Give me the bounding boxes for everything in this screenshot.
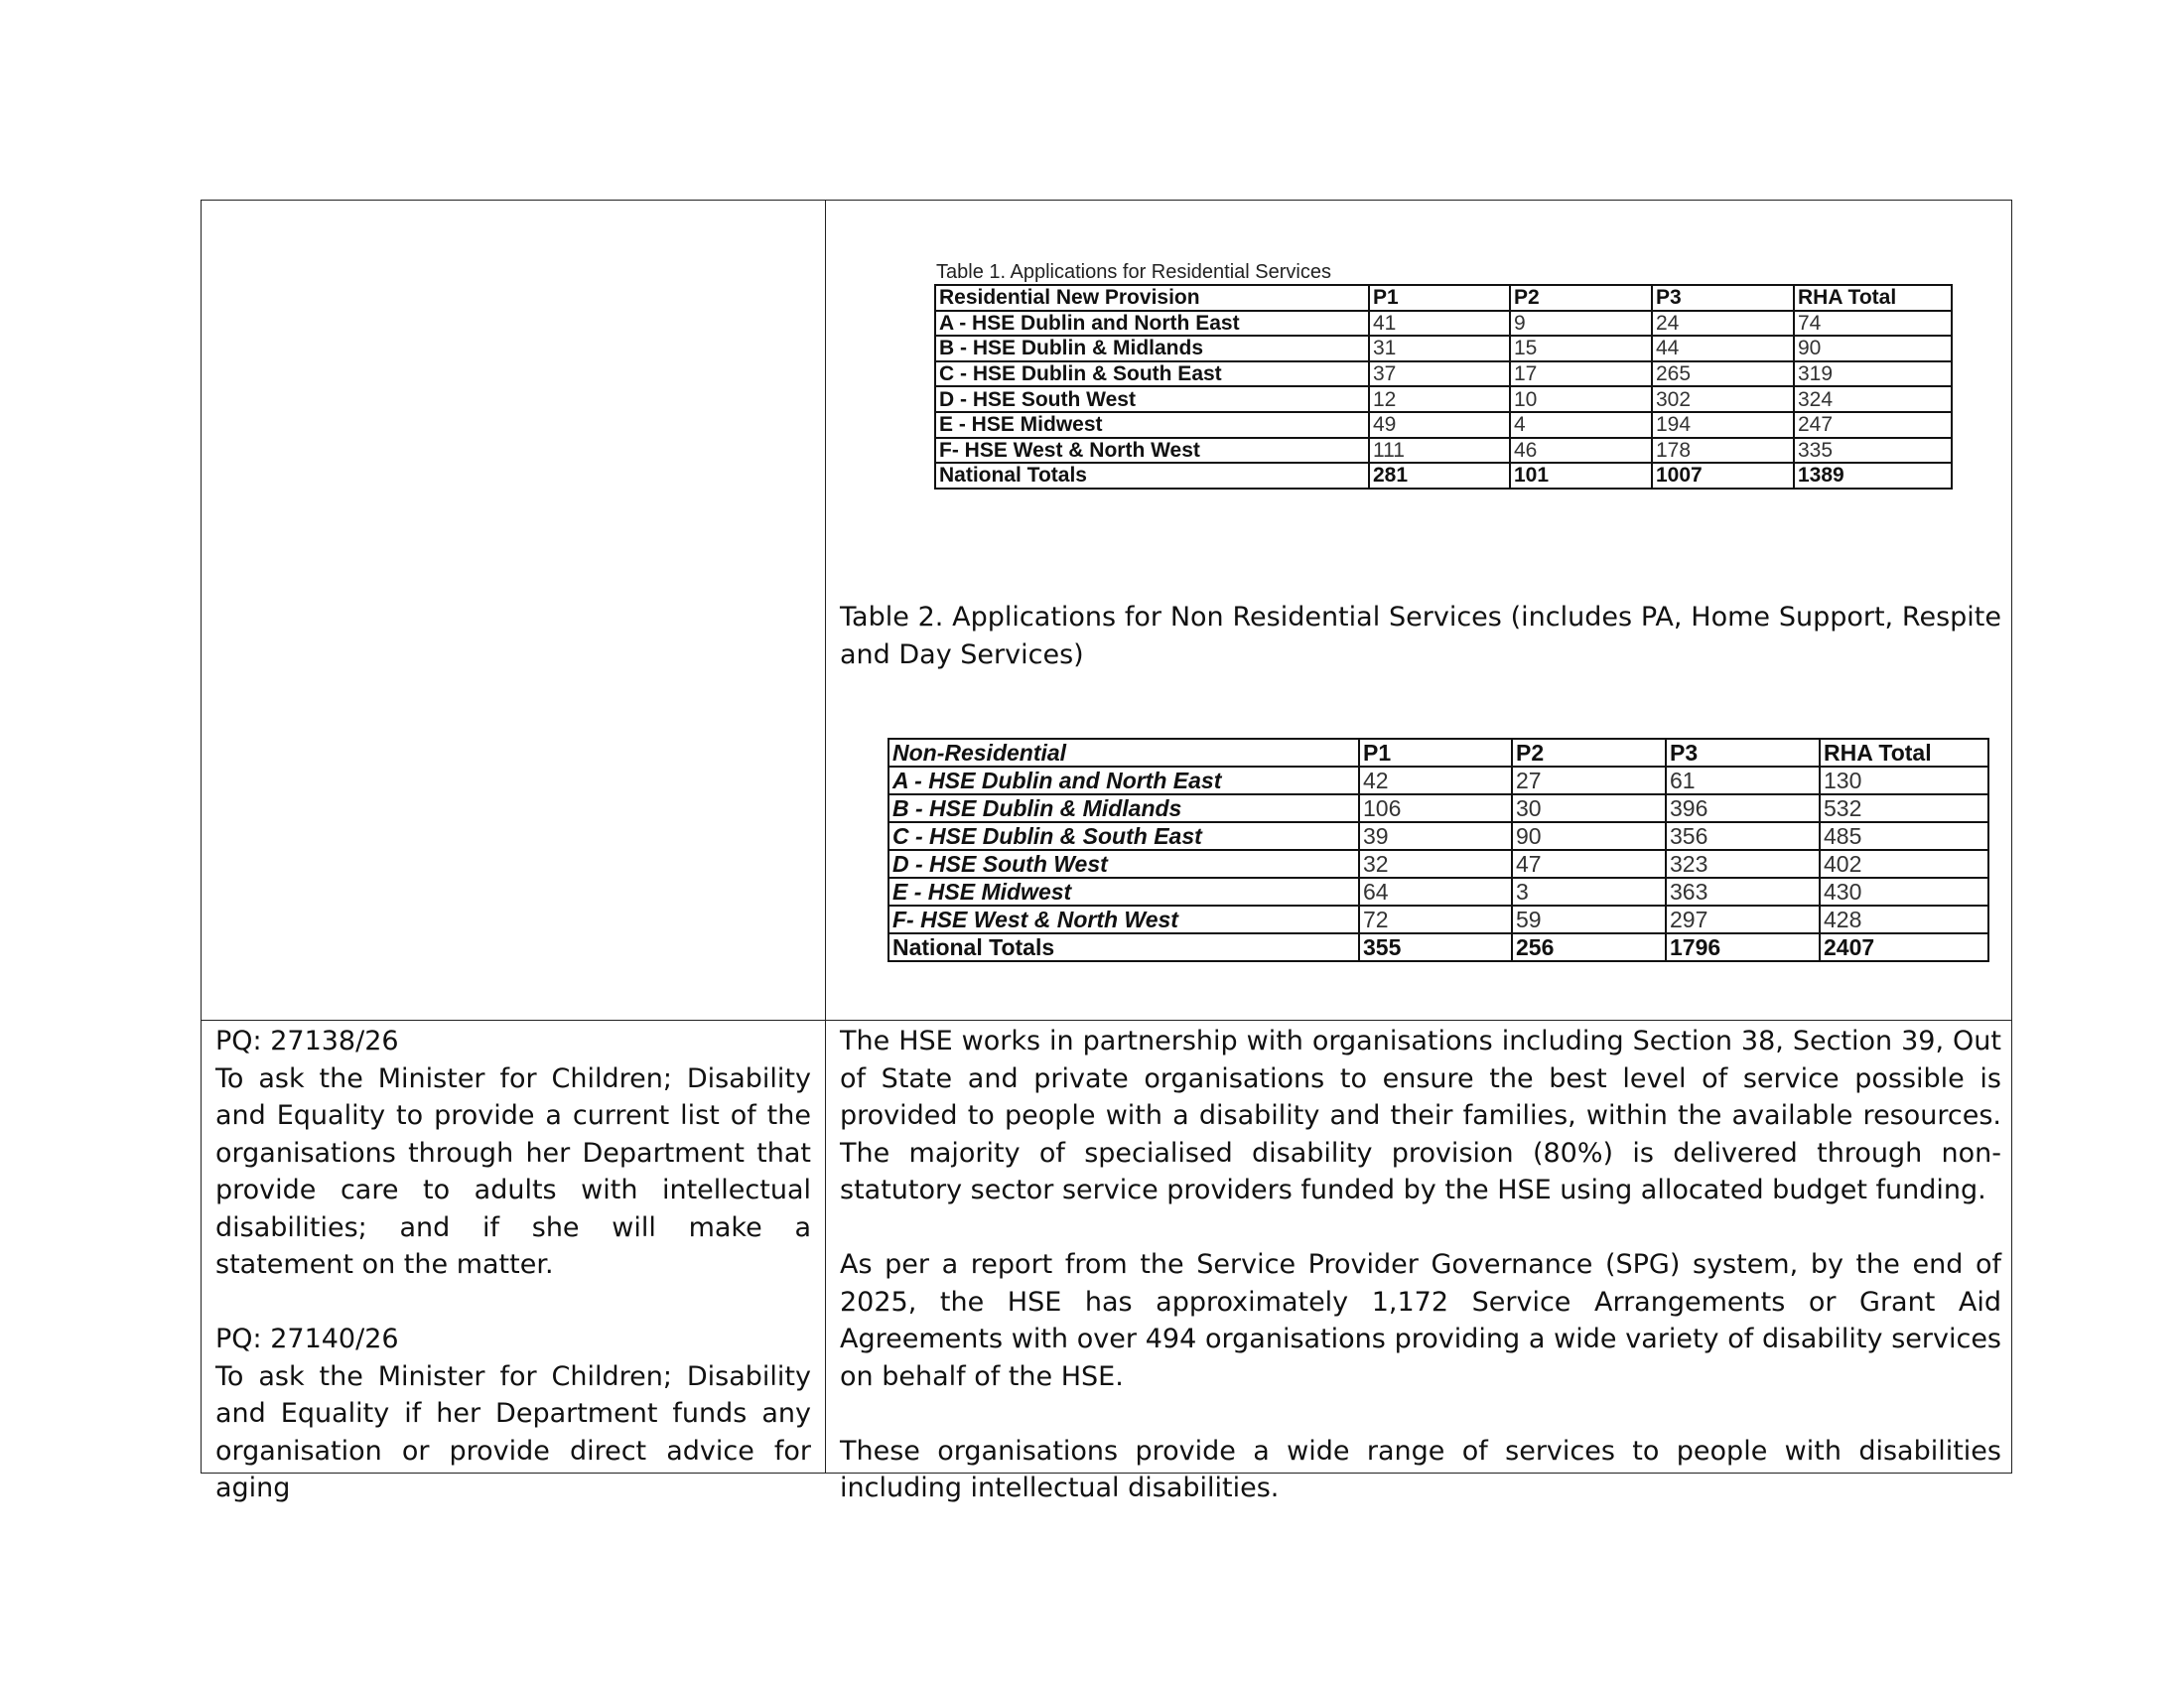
- table-row: [935, 311, 1952, 337]
- table-row: [888, 850, 1988, 878]
- table-cell: 49: [1369, 412, 1510, 438]
- table-cell: 194: [1652, 412, 1794, 438]
- table-cell: 9: [1510, 311, 1652, 337]
- table-cell: 17: [1510, 361, 1652, 387]
- table-cell: 1796: [1666, 933, 1820, 961]
- table-cell: 428: [1820, 906, 1988, 933]
- table-row: [935, 336, 1952, 361]
- table-cell: 44: [1652, 336, 1794, 361]
- table-row-label: E - HSE Midwest: [935, 412, 1369, 438]
- table-cell: P3: [1652, 285, 1794, 311]
- pq1-text: To ask the Minister for Children; Disability and Equality to provide a current list of the organisations through her Department that provide care to adults with intellectual disabilities; and if she will make a statement on the matter.: [215, 1062, 811, 1280]
- table-cell: 356: [1666, 822, 1820, 850]
- table-cell: 46: [1510, 438, 1652, 464]
- table-cell: 90: [1794, 336, 1952, 361]
- table-cell: 1007: [1652, 463, 1794, 489]
- pq1-id: PQ: 27138/26: [215, 1026, 399, 1056]
- table2-grid: [887, 738, 1989, 962]
- table-cell: 74: [1794, 311, 1952, 337]
- table-row-label: Non-Residential: [888, 739, 1359, 767]
- table-cell: 323: [1666, 850, 1820, 878]
- table-row: [888, 794, 1988, 822]
- table-cell: 47: [1512, 850, 1666, 878]
- table-header-row: [935, 285, 1952, 311]
- answer-para2: As per a report from the Service Provider Governance (SPG) system, by the end of 2025, the HSE has approximately 1,172 Service Arrangements or Grant Aid Agreements with over 494 organisations providing a wide variety of disability services on behalf of the HSE.: [840, 1249, 2001, 1392]
- table-cell: 10: [1510, 386, 1652, 412]
- table1-grid: [934, 284, 1953, 490]
- table-row: [888, 822, 1988, 850]
- table-cell: 59: [1512, 906, 1666, 933]
- table-cell: 319: [1794, 361, 1952, 387]
- table-row-label: National Totals: [935, 463, 1369, 489]
- table-cell: 15: [1510, 336, 1652, 361]
- document-table: [201, 200, 2012, 1503]
- table-cell: 101: [1510, 463, 1652, 489]
- table-cell: P2: [1510, 285, 1652, 311]
- table-cell: P1: [1369, 285, 1510, 311]
- table-cell: 335: [1794, 438, 1952, 464]
- table-cell: 485: [1820, 822, 1988, 850]
- table-cell: 402: [1820, 850, 1988, 878]
- table-row-label: F- HSE West & North West: [935, 438, 1369, 464]
- table-cell: 12: [1369, 386, 1510, 412]
- table-cell: 32: [1359, 850, 1512, 878]
- table-cell: 72: [1359, 906, 1512, 933]
- table1-caption: Table 1. Applications for Residential Services: [936, 261, 1331, 283]
- table-cell: 111: [1369, 438, 1510, 464]
- table-row-label: E - HSE Midwest: [888, 878, 1359, 906]
- table-row-label: F- HSE West & North West: [888, 906, 1359, 933]
- answer-para1: The HSE works in partnership with organisations including Section 38, Section 39, Out of State and private organisations to ensure the best level of service possible is provided to people with a disability and their families, within the available resources. The majority of specialised disability provision (80%) is delivered through non-statutory sector service providers funded by the HSE using allocated budget funding.: [840, 1026, 2001, 1205]
- table-cell: 130: [1820, 767, 1988, 794]
- table-row-label: D - HSE South West: [935, 386, 1369, 412]
- table-cell: 24: [1652, 311, 1794, 337]
- table-row: [888, 906, 1988, 933]
- table-row: [888, 933, 1988, 961]
- table-cell: 30: [1512, 794, 1666, 822]
- table-cell: 430: [1820, 878, 1988, 906]
- table-cell: 363: [1666, 878, 1820, 906]
- table-row-label: A - HSE Dublin and North East: [888, 767, 1359, 794]
- table-cell: 302: [1652, 386, 1794, 412]
- table-row: [935, 361, 1952, 387]
- table-row: [888, 878, 1988, 906]
- table-cell: 281: [1369, 463, 1510, 489]
- table-cell: 42: [1359, 767, 1512, 794]
- table-row: [935, 463, 1952, 489]
- table-cell: 61: [1666, 767, 1820, 794]
- table-cell: 1389: [1794, 463, 1952, 489]
- table2-caption: Table 2. Applications for Non Residential Services (includes PA, Home Support, Respite and Day Services): [840, 602, 2001, 670]
- table-row-label: A - HSE Dublin and North East: [935, 311, 1369, 337]
- table-cell: P3: [1666, 739, 1820, 767]
- table-row: [935, 412, 1952, 438]
- table-cell: 2407: [1820, 933, 1988, 961]
- table-cell: 4: [1510, 412, 1652, 438]
- table-cell: 31: [1369, 336, 1510, 361]
- table-row: [888, 767, 1988, 794]
- table-cell: 355: [1359, 933, 1512, 961]
- table-row-label: C - HSE Dublin & South East: [935, 361, 1369, 387]
- table-cell: 297: [1666, 906, 1820, 933]
- table-row-label: B - HSE Dublin & Midlands: [935, 336, 1369, 361]
- pq2-text: To ask the Minister for Children; Disability and Equality if her Department funds any organisation or provide direct advice for aging: [215, 1360, 811, 1503]
- table-cell: RHA Total: [1794, 285, 1952, 311]
- row-divider: [202, 1020, 2011, 1021]
- column-divider: [825, 201, 826, 1473]
- table-cell: 324: [1794, 386, 1952, 412]
- table-cell: 41: [1369, 311, 1510, 337]
- table-row-label: C - HSE Dublin & South East: [888, 822, 1359, 850]
- table-cell: 178: [1652, 438, 1794, 464]
- table-cell: 532: [1820, 794, 1988, 822]
- table-cell: 37: [1369, 361, 1510, 387]
- table-cell: RHA Total: [1820, 739, 1988, 767]
- table-header-row: [888, 739, 1988, 767]
- table-row: [935, 386, 1952, 412]
- answer-column: [840, 1023, 2001, 1507]
- table-cell: 256: [1512, 933, 1666, 961]
- table-cell: 3: [1512, 878, 1666, 906]
- table-cell: 64: [1359, 878, 1512, 906]
- table-cell: 106: [1359, 794, 1512, 822]
- table-row-label: National Totals: [888, 933, 1359, 961]
- question-column: [215, 1023, 811, 1503]
- table-cell: P1: [1359, 739, 1512, 767]
- table-cell: 265: [1652, 361, 1794, 387]
- table-row-label: B - HSE Dublin & Midlands: [888, 794, 1359, 822]
- table-cell: 27: [1512, 767, 1666, 794]
- pq2-id: PQ: 27140/26: [215, 1324, 399, 1354]
- table-cell: 396: [1666, 794, 1820, 822]
- table-cell: 247: [1794, 412, 1952, 438]
- table-row-label: D - HSE South West: [888, 850, 1359, 878]
- table-cell: 39: [1359, 822, 1512, 850]
- table-row-label: Residential New Provision: [935, 285, 1369, 311]
- table-row: [935, 438, 1952, 464]
- table-cell: P2: [1512, 739, 1666, 767]
- table-cell: 90: [1512, 822, 1666, 850]
- answer-para3: These organisations provide a wide range of services to people with disabilities including intellectual disabilities.: [840, 1435, 2001, 1503]
